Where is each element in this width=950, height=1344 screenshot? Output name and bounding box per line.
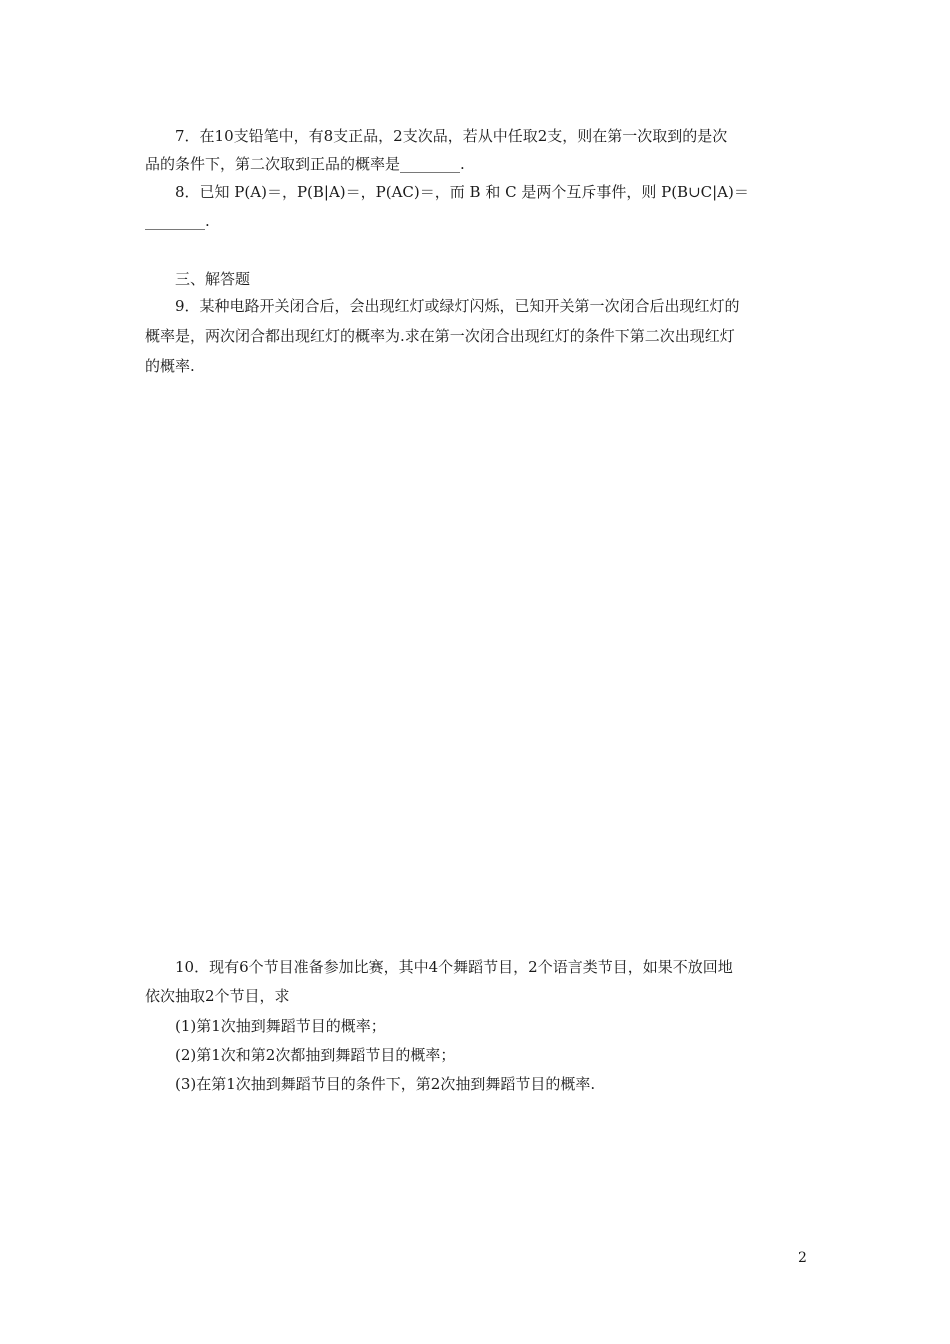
question-10-part-1: (1)第1次抽到舞蹈节目的概率；	[175, 1017, 386, 1035]
question-9-line-2: 概率是，两次闭合都出现红灯的概率为.求在第一次闭合出现红灯的条件下第二次出现红灯	[145, 327, 735, 345]
question-9-line-1: 9．某种电路开关闭合后，会出现红灯或绿灯闪烁，已知开关第一次闭合后出现红灯的	[175, 297, 740, 315]
question-8-line-1: 8．已知 P(A)＝，P(B|A)＝，P(AC)＝，而 B 和 C 是两个互斥事件，则 P(B∪C|A)＝	[175, 183, 749, 201]
question-9-line-3: 的概率.	[145, 357, 195, 375]
page-number: 2	[798, 1250, 807, 1266]
question-10-line-1: 10．现有6个节目准备参加比赛，其中4个舞蹈节目，2个语言类节目，如果不放回地	[175, 958, 733, 976]
section-heading-answer-questions: 三、解答题	[175, 270, 251, 288]
question-8-line-2: ________.	[145, 212, 210, 230]
question-10-line-2: 依次抽取2个节目，求	[145, 987, 290, 1005]
question-7-line-1: 7．在10支铅笔中，有8支正品，2支次品，若从中任取2支，则在第一次取到的是次	[175, 127, 728, 145]
question-10-part-3: (3)在第1次抽到舞蹈节目的条件下，第2次抽到舞蹈节目的概率.	[175, 1075, 596, 1093]
question-7-line-2: 品的条件下，第二次取到正品的概率是________.	[145, 155, 465, 173]
question-10-part-2: (2)第1次和第2次都抽到舞蹈节目的概率；	[175, 1046, 456, 1064]
